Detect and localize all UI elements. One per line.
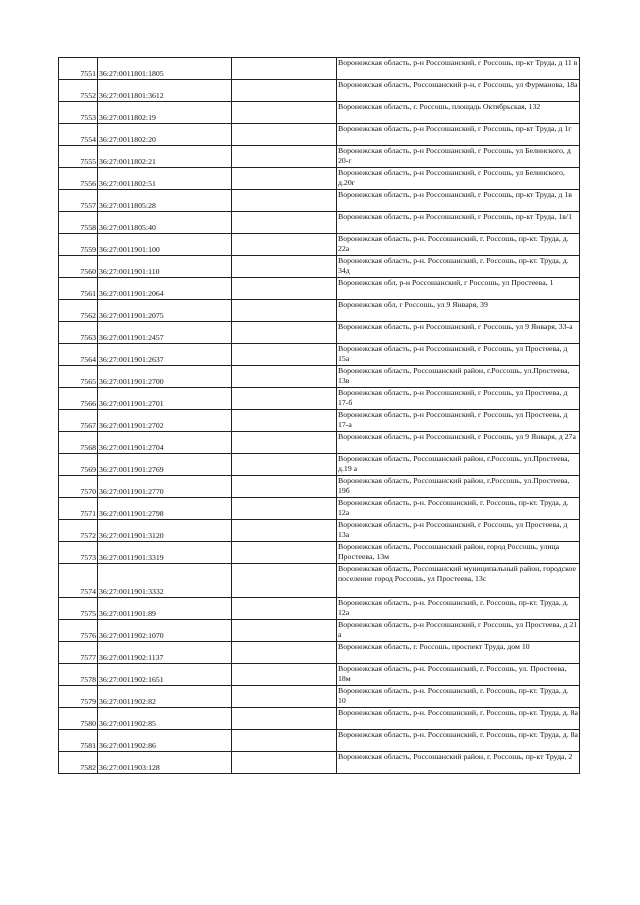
cadastral-number: 36:27:0011802:51: [98, 168, 232, 190]
cadastral-number: 36:27:0011901:2704: [98, 432, 232, 454]
address-cell: Воронежская область, Россошанский район, г.Россошь, ул.Простеева, д.19 а: [337, 454, 580, 476]
cadastral-number: 36:27:0011901:3120: [98, 520, 232, 542]
table-row: [59, 730, 580, 752]
row-number: 7581: [59, 730, 98, 752]
empty-cell: [232, 520, 337, 542]
row-number: 7556: [59, 168, 98, 190]
empty-cell: [232, 432, 337, 454]
row-number: 7571: [59, 498, 98, 520]
empty-cell: [232, 234, 337, 256]
address-cell: Воронежская область, г. Россошь, проспект Труда, дом 10: [337, 642, 580, 664]
address-cell: Воронежская область, Россошанский район, г.Россошь, ул.Простеева, 13в: [337, 366, 580, 388]
empty-cell: [232, 58, 337, 80]
address-cell: Воронежская область, р-н. Россошанский, г. Россошь, пр-кт. Труда, д. 8а: [337, 730, 580, 752]
address-cell: Воронежская область, р-н Россошанский, г Россошь, пр-кт Труда, 1в/1: [337, 212, 580, 234]
table-row: [59, 542, 580, 564]
row-number: 7562: [59, 300, 98, 322]
table-row: [59, 388, 580, 410]
cadastral-number: 36:27:0011901:2770: [98, 476, 232, 498]
empty-cell: [232, 212, 337, 234]
row-number: 7573: [59, 542, 98, 564]
table-row: [59, 752, 580, 774]
row-number: 7560: [59, 256, 98, 278]
cadastral-number: 36:27:0011901:2064: [98, 278, 232, 300]
cadastral-number: 36:27:0011902:1651: [98, 664, 232, 686]
table-row: [59, 102, 580, 124]
row-number: 7569: [59, 454, 98, 476]
table-row: [59, 686, 580, 708]
row-number: 7578: [59, 664, 98, 686]
row-number: 7551: [59, 58, 98, 80]
cadastral-number: 36:27:0011902:1137: [98, 642, 232, 664]
table-row: [59, 124, 580, 146]
table-row: [59, 454, 580, 476]
empty-cell: [232, 730, 337, 752]
empty-cell: [232, 620, 337, 642]
cadastral-number: 36:27:0011902:86: [98, 730, 232, 752]
table-row: [59, 256, 580, 278]
table-row: [59, 564, 580, 598]
address-cell: Воронежская область, р-н Россошанский, г Россошь, ул Белинского, д 20-г: [337, 146, 580, 168]
cadastral-number: 36:27:0011801:1805: [98, 58, 232, 80]
empty-cell: [232, 344, 337, 366]
cadastral-number: 36:27:0011902:82: [98, 686, 232, 708]
row-number: 7557: [59, 190, 98, 212]
table-row: [59, 146, 580, 168]
row-number: 7553: [59, 102, 98, 124]
address-cell: Воронежская область, Россошанский район, г.Россошь, ул.Простеева, 19б: [337, 476, 580, 498]
row-number: 7566: [59, 388, 98, 410]
empty-cell: [232, 190, 337, 212]
table-row: [59, 476, 580, 498]
address-cell: Воронежская область, р-н. Россошанский, г. Россошь, пр-кт. Труда, д. 34д: [337, 256, 580, 278]
cadastral-number: 36:27:0011802:20: [98, 124, 232, 146]
table-row: [59, 168, 580, 190]
table-row: [59, 234, 580, 256]
address-cell: Воронежская область, р-н. Россошанский, г. Россошь, пр-кт. Труда, д. 8а: [337, 708, 580, 730]
cadastral-number: 36:27:0011901:110: [98, 256, 232, 278]
address-cell: Воронежская область, р-н Россошанский, г Россошь, ул Простеева, д 17-а: [337, 410, 580, 432]
empty-cell: [232, 322, 337, 344]
row-number: 7559: [59, 234, 98, 256]
cadastral-number: 36:27:0011901:89: [98, 598, 232, 620]
address-cell: Воронежская обл, г Россошь, ул 9 Января, 39: [337, 300, 580, 322]
address-cell: Воронежская область, р-н Россошанский, г Россошь, пр-кт Труда, д 11 в: [337, 58, 580, 80]
address-cell: Воронежская область, р-н Россошанский, г Россошь, ул 9 Января, д 27а: [337, 432, 580, 454]
cadastral-number: 36:27:0011802:21: [98, 146, 232, 168]
row-number: 7574: [59, 564, 98, 598]
cadastral-number: 36:27:0011901:2075: [98, 300, 232, 322]
empty-cell: [232, 454, 337, 476]
cadastral-number: 36:27:0011901:100: [98, 234, 232, 256]
row-number: 7579: [59, 686, 98, 708]
table-row: [59, 190, 580, 212]
table-row: [59, 322, 580, 344]
row-number: 7567: [59, 410, 98, 432]
address-cell: Воронежская обл, р-н Россошанский, г Россошь, ул Простеева, 1: [337, 278, 580, 300]
address-cell: Воронежская область, р-н Россошанский, г Россошь, пр-кт Труда, д 1г: [337, 124, 580, 146]
empty-cell: [232, 642, 337, 664]
table-row: [59, 620, 580, 642]
row-number: 7582: [59, 752, 98, 774]
row-number: 7555: [59, 146, 98, 168]
table-row: [59, 498, 580, 520]
empty-cell: [232, 146, 337, 168]
empty-cell: [232, 278, 337, 300]
cadastral-number: 36:27:0011805:28: [98, 190, 232, 212]
address-cell: Воронежская область, р-н Россошанский, г Россошь, ул Простеева, д 13а: [337, 520, 580, 542]
empty-cell: [232, 80, 337, 102]
empty-cell: [232, 664, 337, 686]
cadastral-number: 36:27:0011805:40: [98, 212, 232, 234]
address-cell: Воронежская область, р-н. Россошанский, г. Россошь, пр-кт. Труда, д. 12а: [337, 498, 580, 520]
cadastral-number: 36:27:0011902:1070: [98, 620, 232, 642]
cadastral-number: 36:27:0011901:2701: [98, 388, 232, 410]
table-row: [59, 366, 580, 388]
empty-cell: [232, 476, 337, 498]
empty-cell: [232, 686, 337, 708]
row-number: 7563: [59, 322, 98, 344]
row-number: 7558: [59, 212, 98, 234]
cadastral-number: 36:27:0011901:2769: [98, 454, 232, 476]
empty-cell: [232, 498, 337, 520]
empty-cell: [232, 598, 337, 620]
address-cell: Воронежская область, р-н. Россошанский, г. Россошь, пр-кт. Труда, д. 22а: [337, 234, 580, 256]
row-number: 7565: [59, 366, 98, 388]
table-row: [59, 432, 580, 454]
table-row: [59, 410, 580, 432]
address-cell: Воронежская область, р-н Россошанский, г Россошь, ул 9 Января, 33-а: [337, 322, 580, 344]
table-row: [59, 278, 580, 300]
address-cell: Воронежская область, Россошанский район, город Россошь, улица Простеева, 13м: [337, 542, 580, 564]
empty-cell: [232, 300, 337, 322]
address-cell: Воронежская область, Россошанский р-н, г Россошь, ул Фурманова, 18а: [337, 80, 580, 102]
table-row: [59, 300, 580, 322]
table-row: [59, 642, 580, 664]
row-number: 7568: [59, 432, 98, 454]
cadastral-number: 36:27:0011902:85: [98, 708, 232, 730]
empty-cell: [232, 542, 337, 564]
address-cell: Воронежская область, р-н Россошанский, г Россошь, ул Белинского, д.20г: [337, 168, 580, 190]
address-cell: Воронежская область, Россошанский муниципальный район, городское поселение город Россошь, ул Простеева, 13с: [337, 564, 580, 598]
cadastral-number: 36:27:0011901:2702: [98, 410, 232, 432]
table-row: [59, 520, 580, 542]
empty-cell: [232, 256, 337, 278]
table-row: [59, 708, 580, 730]
row-number: 7576: [59, 620, 98, 642]
empty-cell: [232, 102, 337, 124]
address-cell: Воронежская область, р-н Россошанский, г Россошь, пр-кт Труда, д 1в: [337, 190, 580, 212]
table-row: [59, 344, 580, 366]
empty-cell: [232, 168, 337, 190]
address-cell: Воронежская область, р-н Россошанский, г Россошь, ул Простеева, д 17-б: [337, 388, 580, 410]
cadastral-number: 36:27:0011802:19: [98, 102, 232, 124]
row-number: 7577: [59, 642, 98, 664]
cadastral-number: 36:27:0011901:2798: [98, 498, 232, 520]
row-number: 7580: [59, 708, 98, 730]
table-row: [59, 212, 580, 234]
table-body: [59, 58, 580, 774]
address-cell: Воронежская область, р-н. Россошанский, г. Россошь, пр-кт. Труда, д. 10: [337, 686, 580, 708]
address-cell: Воронежская область, р-н Россошанский, г Россошь, ул Простеева, д 21 а: [337, 620, 580, 642]
cadastral-number: 36:27:0011801:3612: [98, 80, 232, 102]
empty-cell: [232, 752, 337, 774]
empty-cell: [232, 366, 337, 388]
row-number: 7572: [59, 520, 98, 542]
cadastral-number: 36:27:0011903:128: [98, 752, 232, 774]
empty-cell: [232, 410, 337, 432]
table-row: [59, 58, 580, 80]
address-cell: Воронежская область, г. Россошь, площадь Октябрьская, 132: [337, 102, 580, 124]
empty-cell: [232, 388, 337, 410]
table-row: [59, 598, 580, 620]
address-cell: Воронежская область, Россошанский район, г. Россошь, пр-кт Труда, 2: [337, 752, 580, 774]
table-row: [59, 664, 580, 686]
row-number: 7554: [59, 124, 98, 146]
address-cell: Воронежская область, р-н. Россошанский, г. Россошь, ул. Простеева, 18м: [337, 664, 580, 686]
cadastral-number: 36:27:0011901:2457: [98, 322, 232, 344]
table-row: [59, 80, 580, 102]
empty-cell: [232, 124, 337, 146]
cadastral-number: 36:27:0011901:3319: [98, 542, 232, 564]
cadastral-register-table: [58, 57, 580, 774]
cadastral-number: 36:27:0011901:2637: [98, 344, 232, 366]
address-cell: Воронежская область, р-н. Россошанский, г. Россошь, пр-кт. Труда, д. 12а: [337, 598, 580, 620]
row-number: 7552: [59, 80, 98, 102]
cadastral-number: 36:27:0011901:3332: [98, 564, 232, 598]
row-number: 7575: [59, 598, 98, 620]
address-cell: Воронежская область, р-н Россошанский, г Россошь, ул Простеева, д 15а: [337, 344, 580, 366]
row-number: 7564: [59, 344, 98, 366]
row-number: 7561: [59, 278, 98, 300]
empty-cell: [232, 564, 337, 598]
row-number: 7570: [59, 476, 98, 498]
cadastral-number: 36:27:0011901:2700: [98, 366, 232, 388]
empty-cell: [232, 708, 337, 730]
